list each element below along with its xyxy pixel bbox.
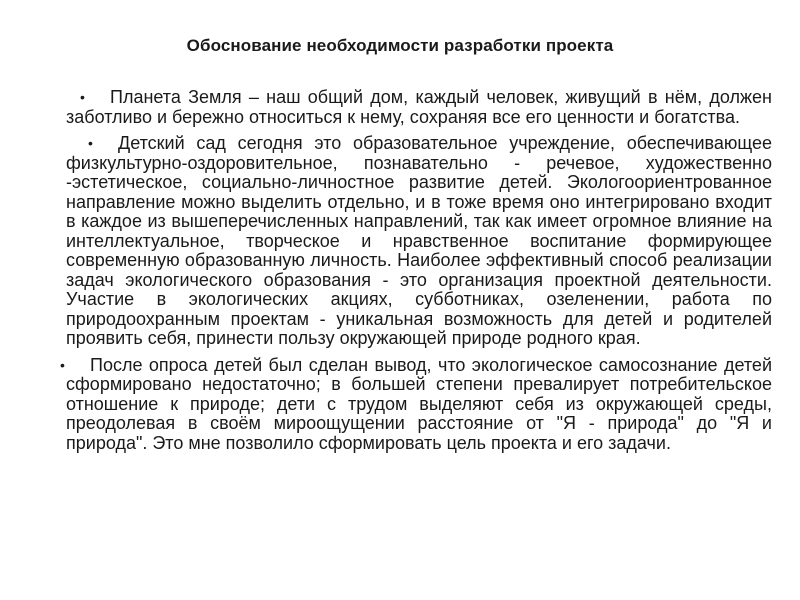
slide-title: Обоснование необходимости разработки проекта: [186, 36, 614, 55]
bullet-list: [36, 88, 772, 460]
bullet-marker: •: [80, 89, 85, 105]
bullet-text: Детский сад сегодня это образовательное учреждение, обеспечивающее физкультурно-оздоровительное, познавательно - речевое, художественно -эстетическое, социально-личностное развитие детей. Экологоориентрованное направление можно выделить отдельно, и в тоже время оно интегрировано входит в каждое из вышеперечисленных направлений, так как имеет огромное влияние на интеллектуальное, творческое и нравственное воспитание формирующее современную образованную личность. Наиболее эффективный способ реализации задач экологического образования - это организация проектной деятельности. Участие в экологических акциях, субботниках, озеленении, работа по природоохранным проектам - уникальная возможность для детей и родителей проявить себя, принести пользу окружающей природе родного края.: [66, 133, 772, 348]
bullet-marker: •: [60, 356, 65, 373]
bullet-item-1: [36, 88, 772, 127]
bullet-text: После опроса детей был сделан вывод, что экологическое самосознание детей сформировано недостаточно; в большей степени превалирует потребительское отношение к природе; дети с трудом выделяют себя из окружающей среды, преодолевая в своём мироощущении расстояние от "Я - природа" до "Я и природа". Это мне позволило сформировать цель проекта и его задачи.: [66, 354, 772, 453]
bullet-item-2: [36, 134, 772, 349]
bullet-item-3: [36, 356, 772, 454]
bullet-text: Планета Земля – наш общий дом, каждый человек, живущий в нём, должен заботливо и бережно относиться к нему, сохраняя все его ценности и богатства.: [66, 87, 772, 127]
bullet-marker: •: [88, 135, 93, 151]
